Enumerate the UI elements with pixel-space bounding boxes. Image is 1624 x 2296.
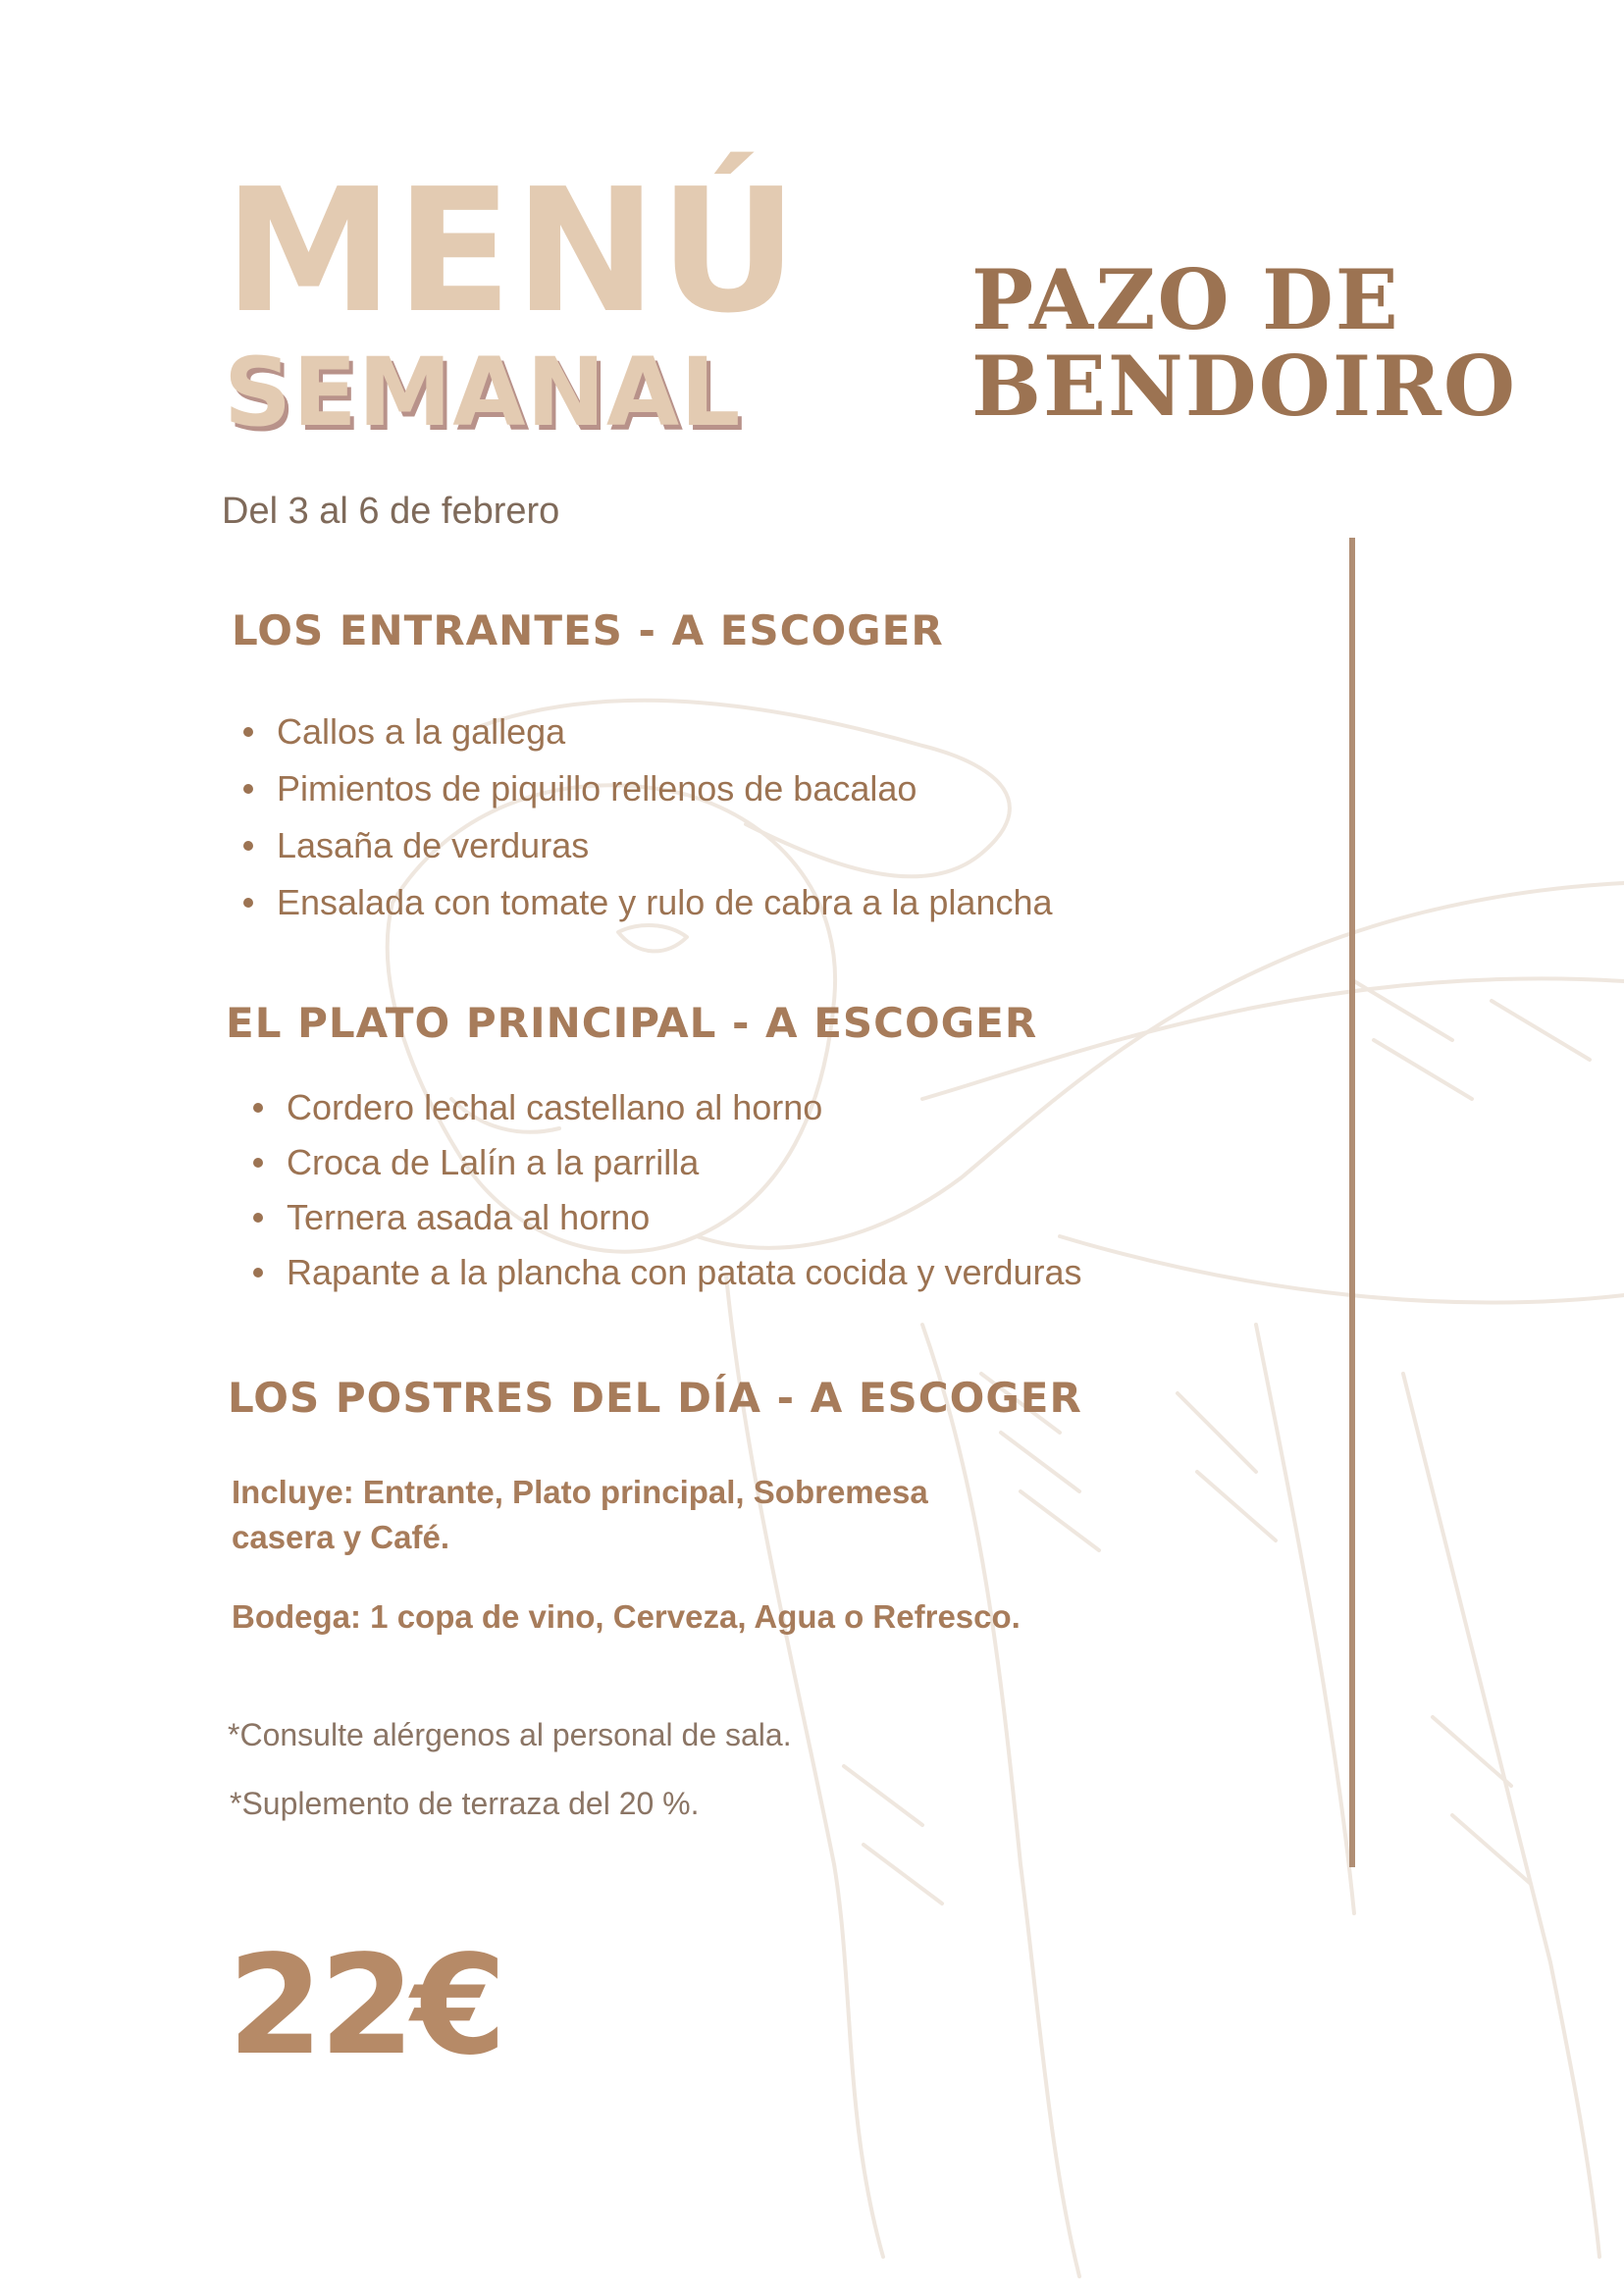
list-item: Cordero lechal castellano al horno bbox=[247, 1080, 1082, 1135]
list-item: Callos a la gallega bbox=[237, 704, 1053, 760]
section-heading-starters: LOS ENTRANTES - A ESCOGER bbox=[232, 606, 944, 654]
includes-line2: casera y Café. bbox=[232, 1519, 449, 1555]
section-heading-mains: EL PLATO PRINCIPAL - A ESCOGER bbox=[226, 999, 1038, 1047]
bodega-text: Bodega: 1 copa de vino, Cerveza, Agua o Refresco. bbox=[232, 1598, 1021, 1635]
includes-line1: Incluye: Entrante, Plato principal, Sobremesa bbox=[232, 1474, 928, 1510]
mains-list bbox=[247, 1080, 1082, 1300]
menu-dates: Del 3 al 6 de febrero bbox=[222, 491, 560, 532]
section-heading-desserts: LOS POSTRES DEL DÍA - A ESCOGER bbox=[228, 1374, 1082, 1422]
list-item: Pimientos de piquillo rellenos de bacalao bbox=[237, 760, 1053, 817]
brand-logo-line1: PAZO DE bbox=[971, 251, 1400, 348]
vertical-divider bbox=[1349, 538, 1355, 1867]
includes-text bbox=[232, 1470, 928, 1560]
brand-logo-line2: BENDOIRO bbox=[971, 338, 1518, 435]
brand-logo bbox=[971, 251, 1518, 435]
terrace-note: *Suplemento de terraza del 20 %. bbox=[230, 1786, 700, 1821]
page-title-menu: MENÚ bbox=[224, 152, 800, 351]
starters-list bbox=[237, 704, 1053, 931]
list-item: Croca de Lalín a la parrilla bbox=[247, 1135, 1082, 1190]
allergens-note: *Consulte alérgenos al personal de sala. bbox=[228, 1717, 792, 1752]
menu-price: 22€ bbox=[228, 1926, 503, 2086]
list-item: Lasaña de verduras bbox=[237, 817, 1053, 874]
list-item: Ensalada con tomate y rulo de cabra a la plancha bbox=[237, 874, 1053, 931]
page-title-semanal: SEMANAL bbox=[224, 338, 742, 447]
list-item: Rapante a la plancha con patata cocida y verduras bbox=[247, 1245, 1082, 1300]
list-item: Ternera asada al horno bbox=[247, 1190, 1082, 1245]
